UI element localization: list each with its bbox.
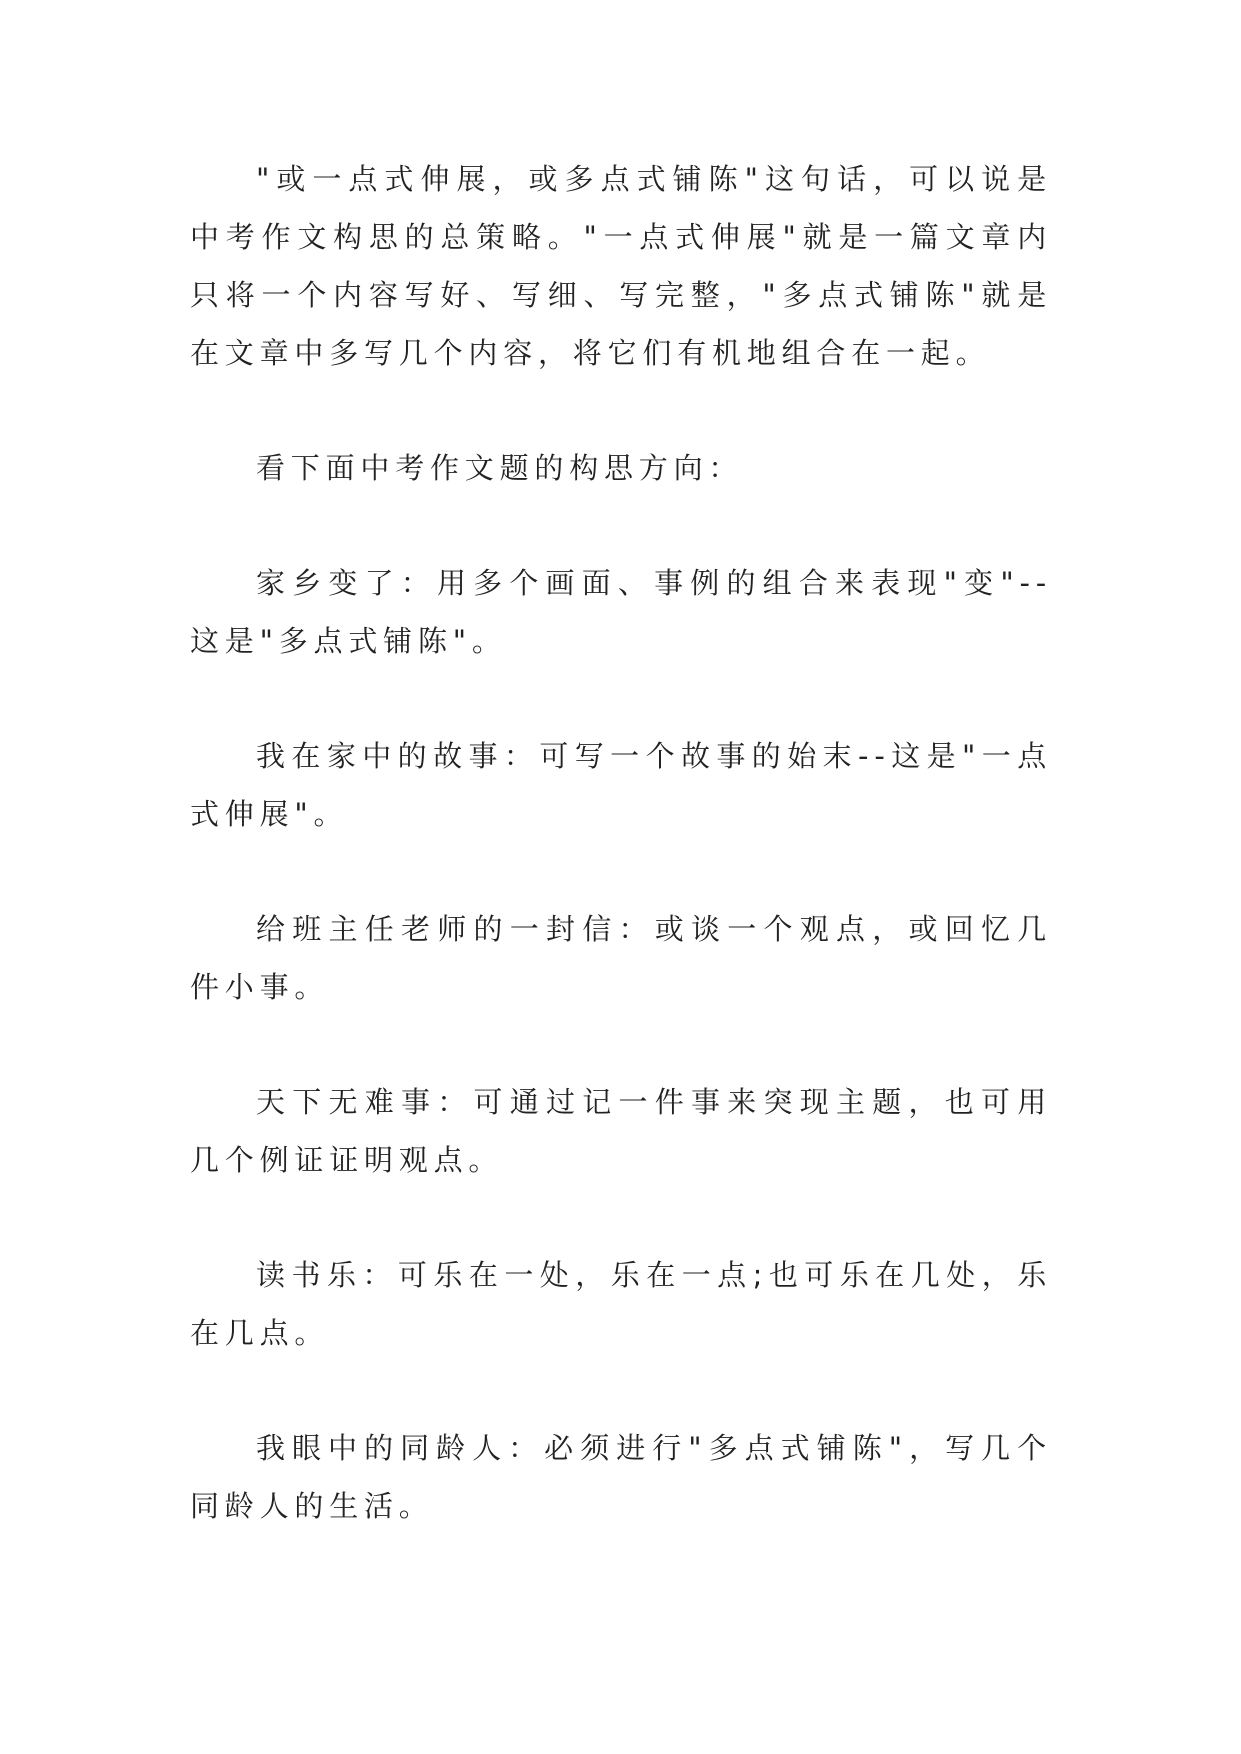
paragraph-example-letter: 给班主任老师的一封信：或谈一个观点，或回忆几件小事。	[190, 912, 1052, 1004]
paragraph-example-nothing-hard: 天下无难事：可通过记一件事来突现主题，也可用几个例证证明观点。	[190, 1085, 1052, 1177]
document-body	[190, 150, 1052, 1592]
paragraph-example-hometown: 家乡变了：用多个画面、事例的组合来表现"变"--这是"多点式铺陈"。	[190, 566, 1052, 658]
paragraph-example-home-story: 我在家中的故事：可写一个故事的始末--这是"一点式伸展"。	[190, 739, 1052, 831]
paragraph-examples-heading: 看下面中考作文题的构思方向：	[256, 451, 744, 485]
paragraph-strategy-intro: "或一点式伸展，或多点式铺陈"这句话，可以说是中考作文构思的总策略。"一点式伸展"就是一篇文章内只将一个内容写好、写细、写完整，"多点式铺陈"就是在文章中多写几个内容，将它们有机地组合在一起。	[190, 162, 1052, 370]
paragraph-example-reading-joy: 读书乐：可乐在一处，乐在一点;也可乐在几处，乐在几点。	[190, 1258, 1052, 1350]
paragraph-example-peers: 我眼中的同龄人：必须进行"多点式铺陈"，写几个同龄人的生活。	[190, 1431, 1052, 1523]
